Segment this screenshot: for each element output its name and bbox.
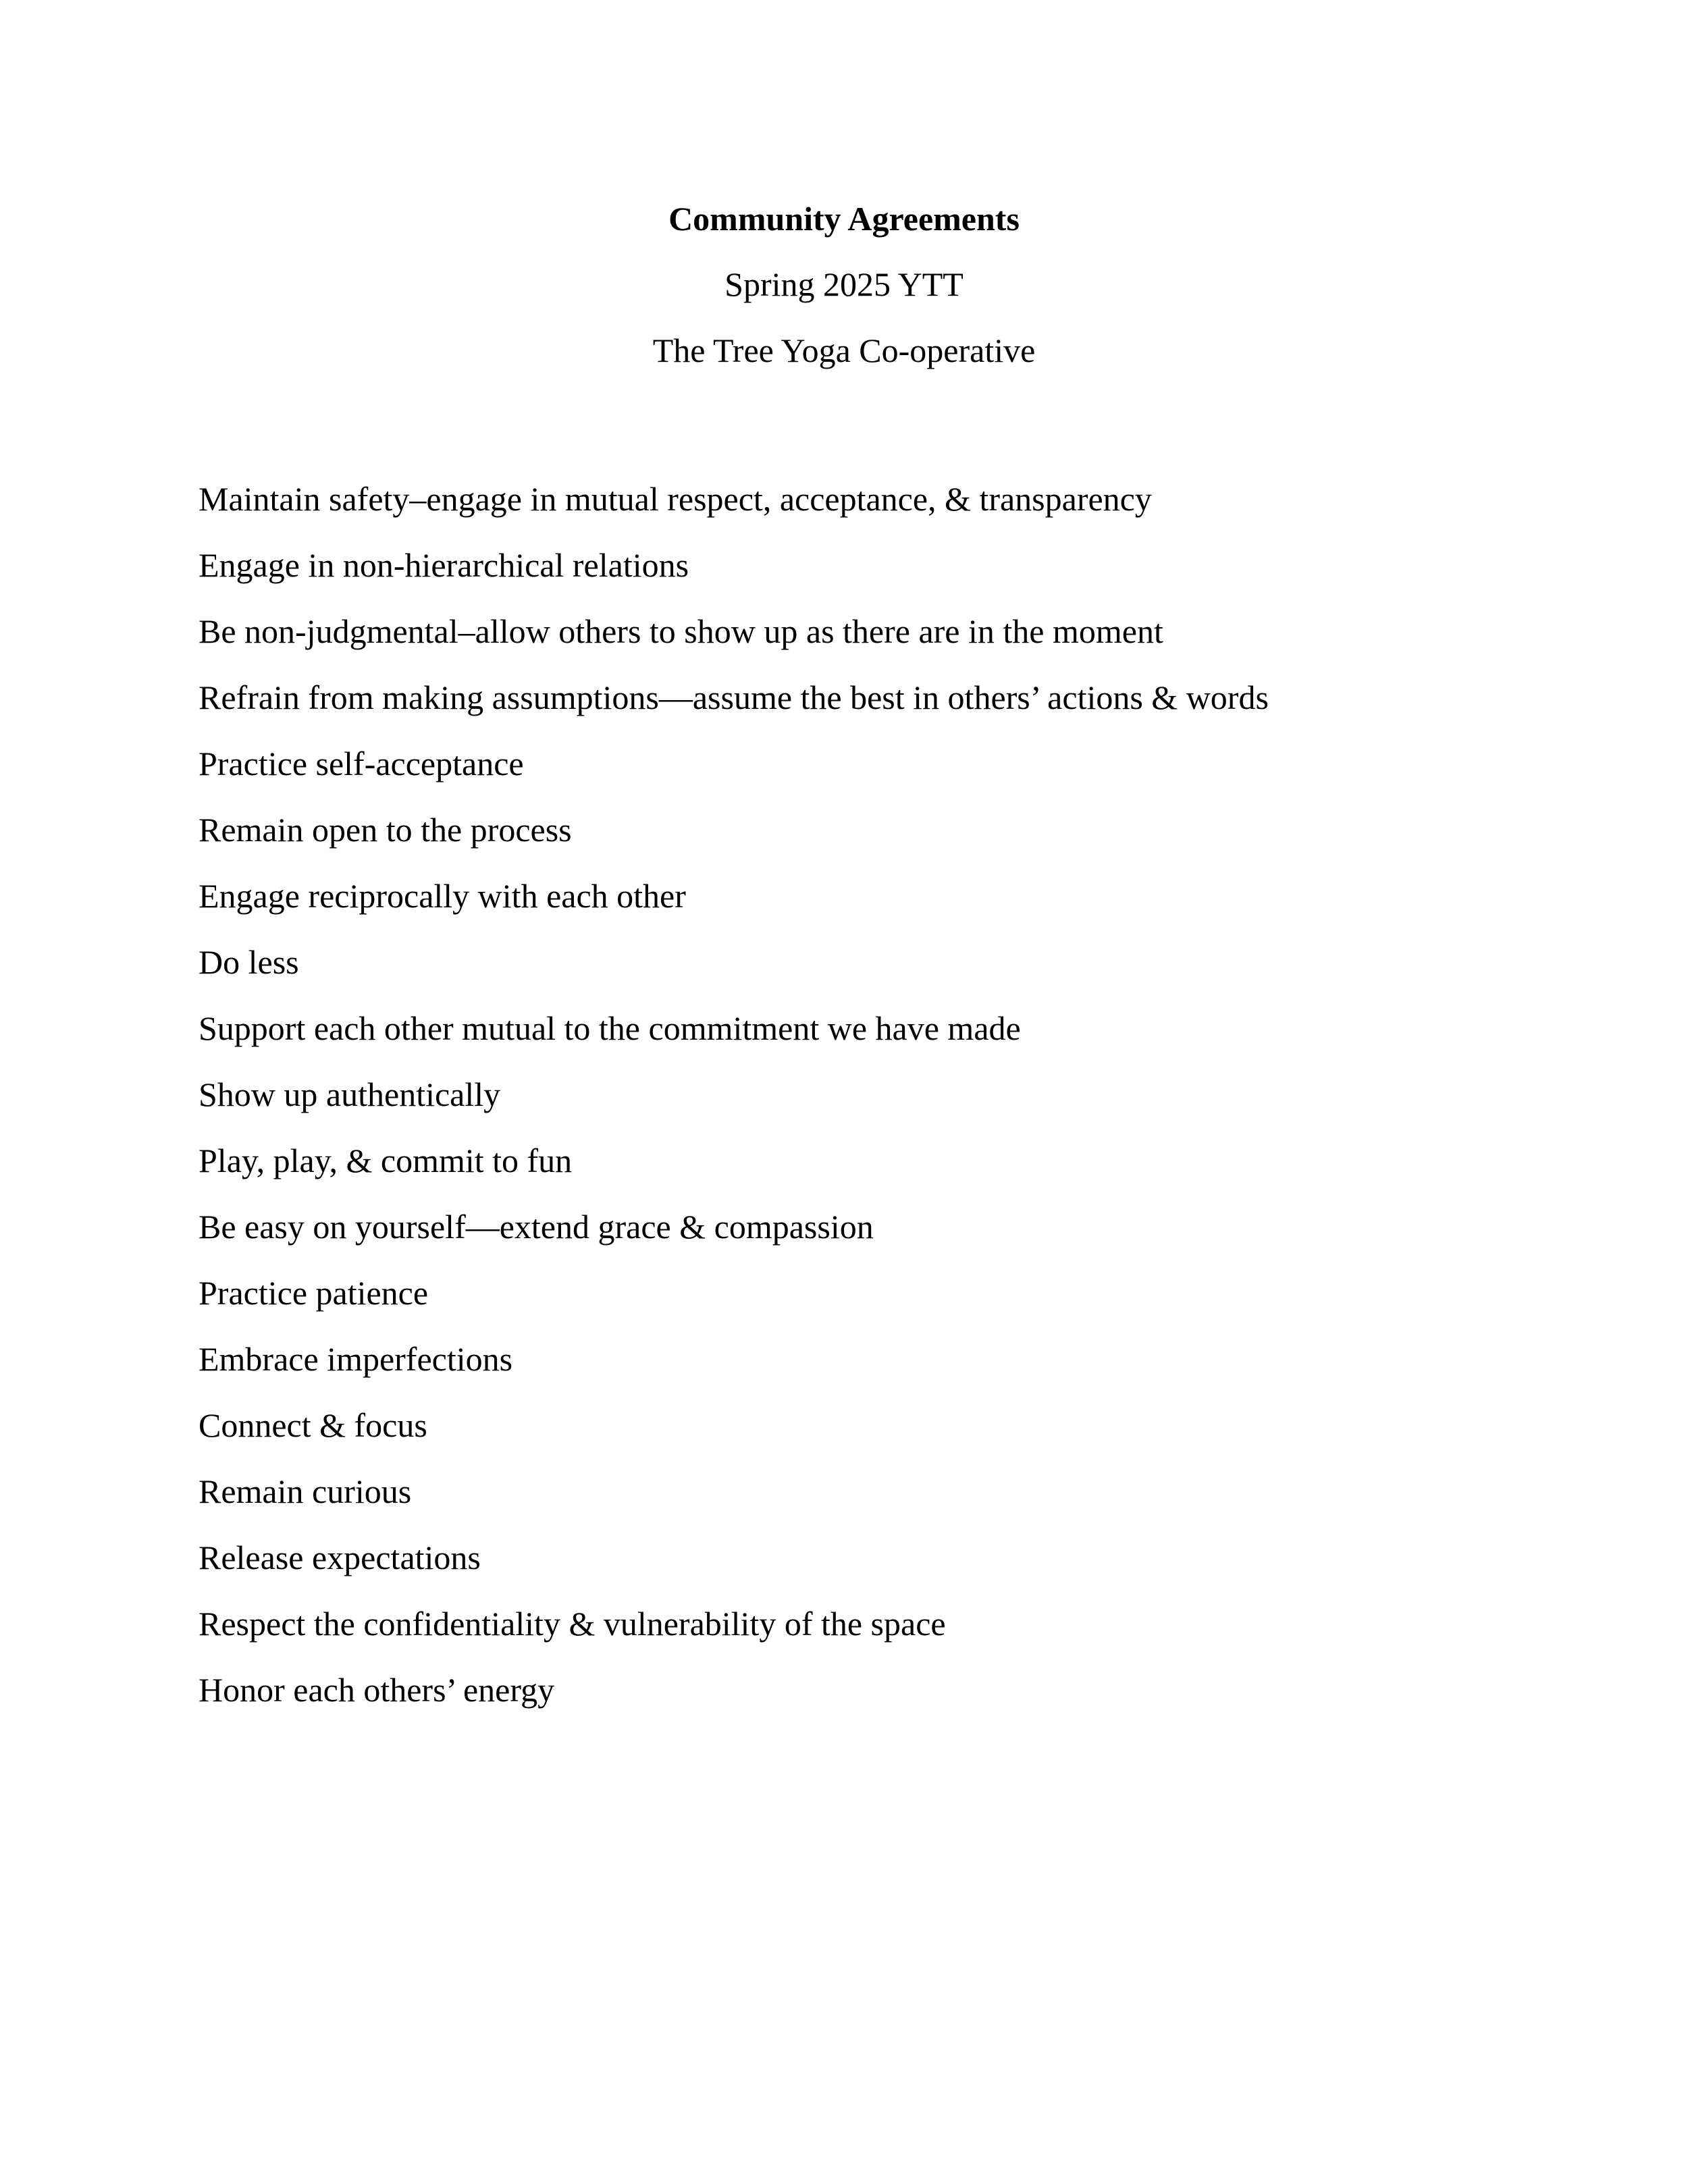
agreement-item: Respect the confidentiality & vulnerability of the space: [199, 1605, 946, 1643]
agreement-item: Connect & focus: [199, 1406, 427, 1444]
organization-name: The Tree Yoga Co-operative: [652, 331, 1036, 369]
agreement-item: Be easy on yourself—extend grace & compassion: [199, 1208, 874, 1246]
agreement-item: Be non-judgmental–allow others to show up as there are in the moment: [199, 612, 1163, 650]
agreement-item: Remain open to the process: [199, 811, 572, 849]
agreement-item: Play, play, & commit to fun: [199, 1142, 573, 1179]
agreement-item: Refrain from making assumptions—assume the best in others’ actions & words: [199, 678, 1269, 716]
agreement-item: Practice patience: [199, 1274, 429, 1312]
agreement-item: Honor each others’ energy: [199, 1671, 555, 1709]
agreement-item: Engage reciprocally with each other: [199, 877, 686, 915]
agreements-list: [199, 466, 1269, 1723]
agreement-item: Embrace imperfections: [199, 1340, 513, 1378]
agreement-item: Practice self-acceptance: [199, 745, 524, 782]
document-title: Community Agreements: [668, 200, 1020, 238]
agreement-item: Release expectations: [199, 1539, 481, 1576]
agreement-item: Support each other mutual to the commitment we have made: [199, 1009, 1021, 1047]
agreement-item: Maintain safety–engage in mutual respect, acceptance, & transparency: [199, 480, 1152, 518]
document-subtitle: Spring 2025 YTT: [724, 265, 964, 303]
agreement-item: Remain curious: [199, 1472, 412, 1510]
agreement-item: Engage in non-hierarchical relations: [199, 546, 689, 584]
agreement-item: Show up authentically: [199, 1075, 501, 1113]
agreement-item: Do less: [199, 943, 299, 981]
